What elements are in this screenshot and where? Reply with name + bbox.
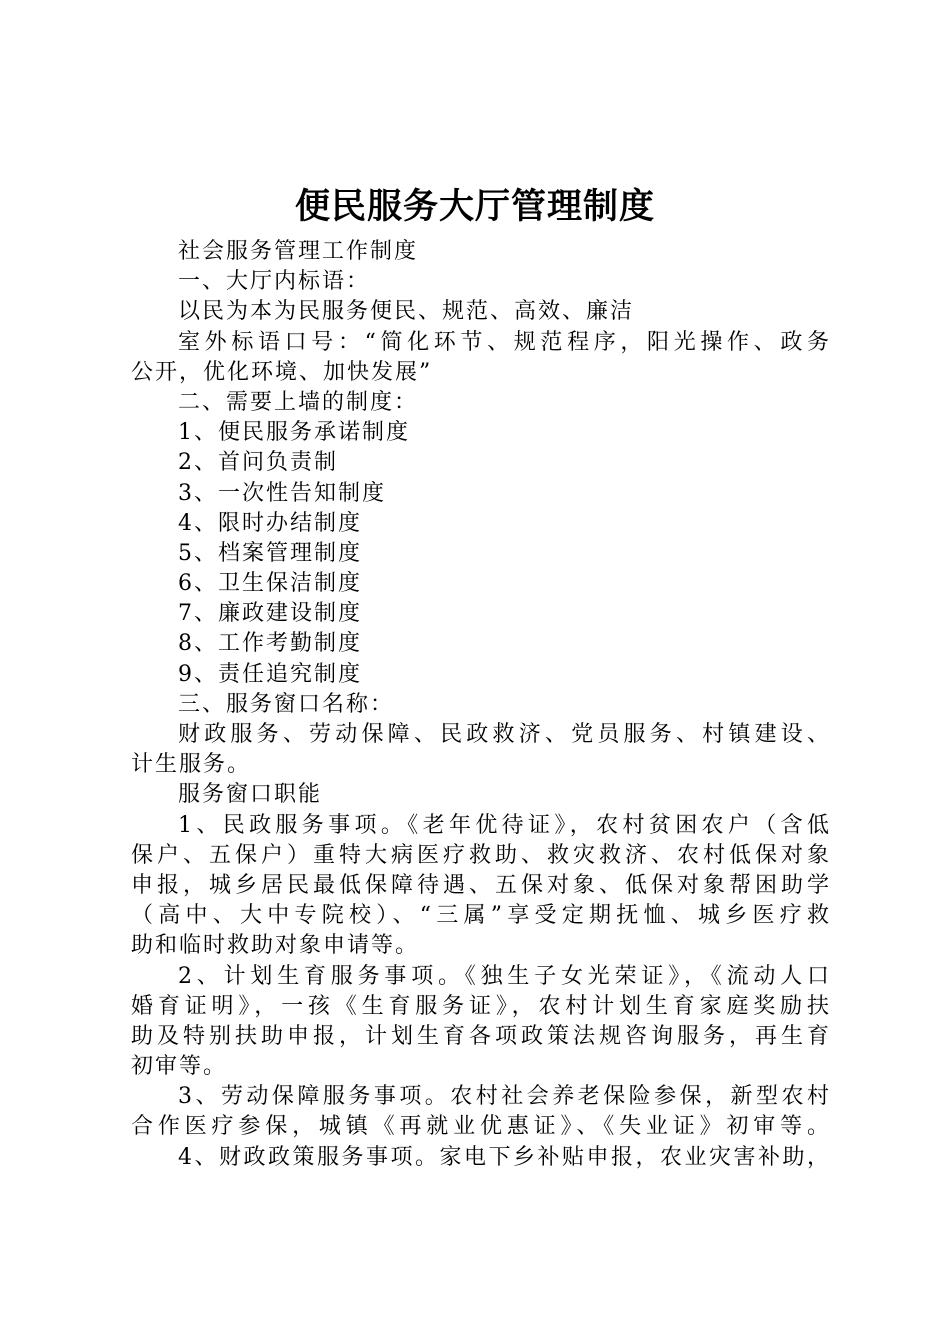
list-item: 6、卫生保洁制度 bbox=[178, 571, 362, 597]
text-line: 一、大厅内标语： bbox=[178, 269, 371, 295]
text-line: 合作医疗参保，城镇《再就业优惠证》、《失业证》初审等。 bbox=[131, 1114, 831, 1140]
text-line: 公开，优化环境、加快发展” bbox=[131, 359, 433, 385]
text-line: 初审等。 bbox=[131, 1054, 228, 1080]
text-line: 婚育证明》，一孩《生育服务证》，农村计划生育家庭奖励扶 bbox=[131, 993, 831, 1019]
text-line: 财政服务、劳动保障、民政救济、党员服务、村镇建设、 bbox=[178, 722, 831, 747]
list-item: 7、廉政建设制度 bbox=[178, 601, 362, 627]
document-title: 便民服务大厅管理制度 bbox=[294, 187, 655, 227]
text-line: 4、财政政策服务事项。家电下乡补贴申报，农业灾害补助， bbox=[178, 1144, 831, 1170]
list-item: 2、首问负责制 bbox=[178, 450, 338, 476]
list-item: 5、档案管理制度 bbox=[178, 540, 362, 566]
list-item: 1、便民服务承诺制度 bbox=[178, 420, 410, 446]
text-line: 3、劳动保障服务事项。农村社会养老保险参保，新型农村 bbox=[178, 1084, 831, 1110]
text-line: （高中、大中专院校）、“三属”享受定期抚恤、城乡医疗救 bbox=[131, 903, 831, 929]
text-line: 助及特别扶助申报，计划生育各项政策法规咨询服务，再生育 bbox=[131, 1023, 831, 1049]
list-item: 9、责任追究制度 bbox=[178, 661, 362, 687]
text-line: 计生服务。 bbox=[131, 752, 252, 778]
text-line: 保户、五保户）重特大病医疗救助、救灾救济、农村低保对象 bbox=[131, 842, 831, 868]
text-line: 2、计划生育服务事项。《独生子女光荣证》，《流动人口 bbox=[178, 963, 831, 989]
text-line: 社会服务管理工作制度 bbox=[178, 239, 419, 264]
text-line: 申报，城乡居民最低保障待遇、五保对象、低保对象帮困助学 bbox=[131, 872, 831, 898]
list-item: 8、工作考勤制度 bbox=[178, 631, 362, 657]
text-line: 助和临时救助对象申请等。 bbox=[131, 933, 420, 959]
text-line: 三、服务窗口名称： bbox=[178, 691, 395, 717]
text-line: 二、需要上墙的制度： bbox=[178, 389, 419, 415]
text-line: 室外标语口号：“简化环节、规范程序，阳光操作、政务 bbox=[178, 329, 831, 355]
text-line: 服务窗口职能 bbox=[178, 782, 323, 808]
text-line: 以民为本为民服务便民、规范、高效、廉洁 bbox=[178, 299, 635, 325]
text-line: 1、民政服务事项。《老年优待证》，农村贫困农户（含低 bbox=[178, 812, 831, 838]
document-body bbox=[131, 237, 831, 1173]
list-item: 4、限时办结制度 bbox=[178, 510, 362, 536]
list-item: 3、一次性告知制度 bbox=[178, 480, 386, 506]
